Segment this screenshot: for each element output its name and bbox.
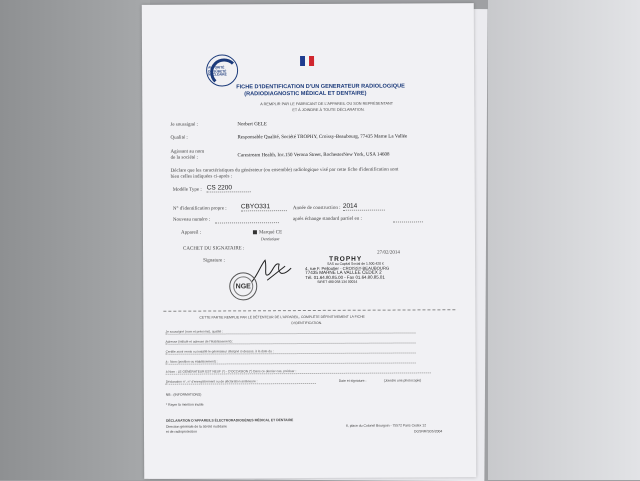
signature-label: Signature : — [203, 258, 225, 264]
section2-title-1: CETTE PARTIE REMPLIE PAR LE DÉTENTEUR DE L'APPAREIL, COMPLÈTE DÉFINITIVEMENT LA FICHE — [199, 314, 365, 320]
holder-line-4: à : Nom (position ou établissement) : — [166, 358, 416, 364]
declare-text-2: bien celles indiquées ci-après : — [170, 174, 233, 180]
title-line-1: FICHE D'IDENTIFICATION D'UN GENERATEUR RADIOLOGIQUE — [236, 83, 405, 91]
stamp-line: Tél. 01.64.80.85.00 - Fax 01.64.80.85.01 — [305, 274, 385, 280]
footer-left-3: et de radioprotection — [165, 429, 197, 434]
cachet-label: CACHET DU SIGNATAIRE : — [183, 246, 245, 252]
holder-line-6: Déclaration n°, n° d'enregistrement ou de déclaration antérieure : — [166, 379, 316, 385]
subtitle-line-1: A REMPLIR PAR LE FABRICANT DE L'APPAREIL OU SON REPRÉSENTANT — [260, 101, 394, 107]
nb-label: NB : (INFORMATIONS) — [165, 392, 202, 397]
agissant-value: Carestream Health, Inc.150 Verona Street, RochesterNew York, USA 14608 — [237, 152, 390, 159]
soussigne-label: Je soussigné : — [170, 122, 198, 128]
nouveau-numero-label: Nouveau numéro : — [172, 217, 211, 223]
footer-right-1: 6, place du Colonel Bourgoin - 75572 Paris Cedex 12 — [345, 423, 427, 428]
apres-field — [393, 221, 423, 222]
authority-logo-text: AUTORITÉ DE SÛRETÉ NUCLÉAIRE — [208, 65, 227, 77]
holder-line-5: à Nom : LE GÉNÉRATEUR EST NEUF (*) - D'OCCASION (*) Dans ce dernier cas, préciser : — [166, 368, 431, 374]
footer-left-2: Direction générale de la sûreté nucléaire — [165, 424, 227, 429]
annee-label: Année de construction : — [292, 205, 341, 212]
agissant-label-1: Agissant au nom — [170, 149, 205, 155]
right-note-1: Date et signature : — [338, 378, 367, 383]
title-line-2: (RADIODIAGNOSTIC MÉDICAL ET DENTAIRE) — [244, 90, 367, 98]
agissant-label-2: de la société : — [170, 155, 198, 161]
footer-left-1: DÉCLARATION D'APPAREILS ÉLECTRORADIOGÈNES MÉDICAL ET DENTAIRE — [165, 418, 294, 423]
section2-title-2: D'IDENTIFICATION. — [291, 320, 323, 326]
right-note-2: (Joindre une photocopie) — [383, 378, 422, 383]
stamp-line: 4, rue F. Pelloutier - CROISSY-BEAUBOURG — [305, 265, 390, 271]
qualite-label: Qualité : — [170, 135, 188, 141]
date-value: 27/02/2014 — [377, 250, 400, 256]
background-right — [488, 0, 640, 480]
subtitle-line-2: ET À JOINDRE À TOUTE DÉCLARATION. — [292, 107, 365, 113]
apres-label: après échange standard partiel en : — [292, 216, 362, 223]
qualite-value: Responsable Qualité, Société TROPHY, Croissy-Beaubourg, 77435 Marne La Vallée — [237, 134, 408, 141]
modele-value: CS 2200 — [207, 184, 251, 192]
appareil-label: Appareil : — [180, 230, 202, 236]
holder-line-2: Adresse (intitulé et adresse de l'établissement) : — [166, 338, 416, 344]
holder-line-1: Je soussigné (nom et prénoms), qualité : — [165, 328, 415, 334]
republic-flag-icon — [300, 56, 314, 66]
annee-value: 2014 — [343, 203, 385, 211]
holder-line-3: Certifie avoir remis ou installé le générateur désigné ci-dessus, à la date du : — [166, 348, 416, 354]
modele-label: Modèle Type : — [172, 187, 202, 193]
stamp-line: SAS au Capital Social de 1.500.420 € — [327, 262, 384, 267]
section-separator — [163, 309, 455, 312]
soussigne-value: Norbert GELE — [237, 122, 267, 128]
stamp-line: SIRET 480 058 134 00014 — [317, 279, 358, 284]
form-title — [236, 83, 405, 98]
nouveau-numero-field — [215, 222, 279, 223]
identification-value: CBYO331 — [241, 203, 287, 211]
company-stamp — [305, 255, 390, 285]
background-left — [0, 0, 150, 480]
declare-text-1: Déclare que les caractéristiques du générateur (ou ensemble) radiologique visé par cette fiche d'identification sont — [170, 167, 399, 174]
marque-ce: Marqué CE — [253, 230, 282, 235]
nge-seal-icon: NGE — [229, 272, 257, 300]
stamp-line: 77435 MARNE LA VALLÉE CEDEX 2 — [305, 269, 382, 276]
identification-form-sheet — [142, 3, 476, 479]
stamp-company-name: TROPHY — [329, 255, 363, 263]
marque-ce-checkbox — [253, 230, 257, 234]
marque-sub: Dentistique — [260, 236, 280, 242]
identification-label: N° d'identification propre : — [172, 206, 227, 212]
footnote: * Rayer la mention inutile — [165, 402, 204, 407]
footer-right-2: DGSNR/SD5/2004 — [413, 429, 443, 434]
